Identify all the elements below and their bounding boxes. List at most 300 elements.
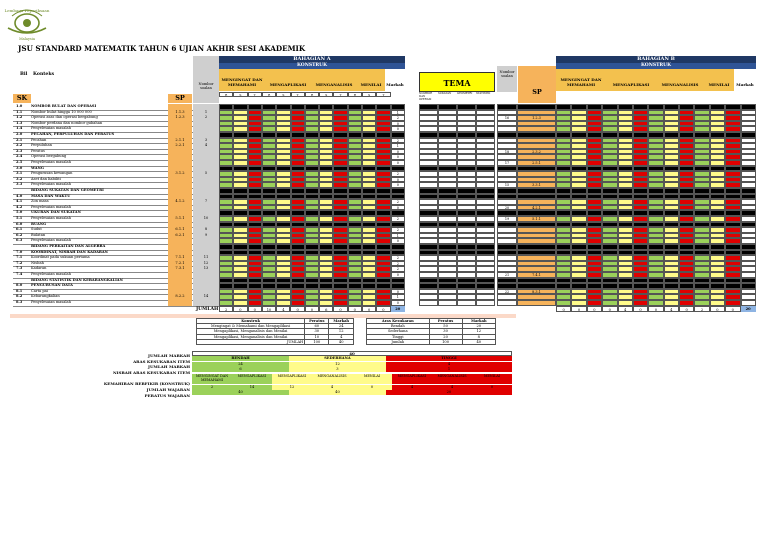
row-bil: 7.4	[16, 272, 23, 276]
bahagian-a-title: BAHAGIAN A	[219, 56, 405, 63]
konstruk-head: Markah	[329, 319, 354, 324]
row-sp: 6.1.1	[168, 227, 192, 233]
wajaran-value: 4	[392, 385, 432, 390]
aras-cell: Sederhana	[367, 329, 430, 334]
row-konteks: Penyelesaian masalah	[31, 126, 72, 131]
level-cell: R	[305, 92, 319, 97]
b-row-sp: 1.2.3	[517, 115, 556, 121]
jumlah-b-cell: 0	[633, 306, 648, 312]
wajaran-value: 0	[472, 385, 512, 390]
row-konteks: WANG	[31, 165, 44, 170]
bahagian-b-title: BAHAGIAN B	[556, 56, 756, 63]
row-konteks: PENGURUSAN DATA	[31, 283, 73, 288]
row-bil: 3.2	[16, 176, 23, 181]
kemahiran-header-row	[192, 374, 512, 384]
page-title: JSU STANDARD MATEMATIK TAHUN 6 UJIAN AKHIR SESI AKADEMIK	[18, 44, 306, 53]
konstruk-cell: 30	[305, 329, 329, 334]
grid-cell: 0	[391, 205, 405, 211]
jumlah-b-cell: 0	[725, 306, 740, 312]
row-konteks: Penyelesaian masalah	[31, 300, 72, 304]
level-rendah: RENDAH	[192, 356, 289, 361]
row-konteks: PECAHAN, PERPULUHAN DAN PERATUS	[31, 132, 115, 136]
aras-cell: 40	[462, 339, 495, 344]
konstruk-cell: Mengingat & Memahami dan Mengaplikasi	[197, 324, 305, 329]
grid-cell: 2	[391, 266, 405, 272]
row-konteks: Perpuluhan	[31, 143, 52, 148]
row-konteks: Koordinat pada sukuan pertama	[31, 255, 90, 260]
row-no: 4	[193, 143, 219, 149]
b-col-mengingat: MENGINGAT DAN MEMAHAMI	[556, 69, 606, 91]
a-col-mengingat: MENGINGAT DAN MEMAHAMI	[219, 69, 265, 91]
logo-top-text: Lembaga Peperiksaan	[4, 8, 50, 13]
row-konteks: Penyelesaian masalah	[31, 182, 72, 187]
row-bil: 2.0	[16, 132, 23, 136]
context-row	[13, 300, 219, 307]
b-row-no: 16	[497, 115, 517, 121]
konstruk-head: Konstruk	[197, 319, 305, 324]
b-grid-cell	[648, 300, 663, 306]
row-konteks: Aset dan liabiliti	[31, 176, 61, 181]
row-konteks: Carta pai	[31, 288, 48, 293]
jumlah-cell: 0	[333, 306, 347, 312]
row-bil: 3.0	[16, 165, 23, 170]
summary-label: PERATUS WAJARAN	[144, 392, 190, 398]
grid-cell: 1	[391, 294, 405, 300]
row-konteks: Nisbah	[31, 260, 44, 265]
grid-cell	[233, 300, 247, 306]
b-row-sp: 8.3.1	[517, 289, 556, 295]
row-konteks: Nombor perdana dan nombor gubahan	[31, 120, 103, 125]
summary-label: ARAS KESUKARAN ITEM	[133, 358, 190, 364]
tema-header: TEMA	[419, 72, 495, 92]
row-bil: 6.0	[16, 221, 23, 226]
a-col-menganalisis: MENGANALISIS	[311, 69, 357, 91]
kemahiran-col: MENILAI	[472, 374, 512, 384]
grid-cell	[262, 300, 276, 306]
summary-label: NISBAH ARAS KESUKARAN ITEM	[112, 369, 190, 375]
peratus-value: 40	[289, 390, 386, 395]
b-row-no: 21	[497, 272, 517, 278]
grid-cell: 2	[391, 199, 405, 205]
nisbah-row	[192, 367, 512, 372]
b-row-sp: 2.3.2	[517, 149, 556, 155]
aras-cell: 8	[462, 334, 495, 339]
jumlah-b-cell: 0	[648, 306, 663, 312]
aras-table	[366, 318, 496, 345]
level-cell: S	[276, 92, 290, 97]
row-sp: 5.1.1	[168, 216, 192, 222]
row-bil: 2.2	[16, 143, 23, 148]
kemahiran-col: MENGANALISIS	[432, 374, 472, 384]
konstruk-cell: 24	[329, 324, 354, 329]
row-bil: 4.1	[16, 199, 23, 204]
b-col-menganalisis: MENGANALISIS	[656, 69, 704, 91]
jumlah-cell: 0	[290, 306, 304, 312]
summary-label: JUMLAH WAJARAN	[146, 386, 190, 392]
row-sp: 7.3.1	[168, 266, 192, 272]
jumlah-b-cell: 4	[664, 306, 679, 312]
aras-value: 4	[386, 362, 512, 367]
aras-cell: Jumlah	[367, 339, 430, 344]
jumlah-b-cell: 0	[679, 306, 694, 312]
aras-head: Peratus	[429, 319, 462, 324]
row-bil: 6.3	[16, 238, 23, 243]
wajaran-value: 2	[192, 385, 232, 390]
a-col-mengaplikasi: MENGAPLIKASI	[265, 69, 311, 91]
nombor-soalan-header: Nombor soalan	[193, 56, 219, 103]
b-row-no: 22	[497, 289, 517, 295]
a-col-markah: Markah	[386, 82, 404, 87]
row-bil: 4.0	[16, 193, 23, 198]
row-bil: 7.0	[16, 249, 23, 254]
level-cell: R	[348, 92, 362, 97]
grid-cell: 0	[391, 238, 405, 244]
kemahiran-col: MENGAPLIKASI	[232, 374, 272, 384]
row-konteks: Pecahan	[31, 137, 47, 142]
tema-cell	[438, 300, 457, 306]
grid-cell	[348, 300, 362, 306]
row-bil: 7.2	[16, 260, 23, 265]
jumlah-b-cell: 0	[602, 306, 617, 312]
kemahiran-col: MENGANALISIS	[312, 374, 352, 384]
row-bil: 5.0	[16, 210, 23, 215]
bahagian-a-konstruk: KONSTRUK	[219, 63, 405, 69]
crest-icon	[4, 2, 50, 42]
row-no: 5	[193, 171, 219, 177]
b-grid-cell	[694, 300, 709, 306]
logo-bottom-text: Malaysia	[19, 37, 35, 41]
row-bil: 4.2	[16, 204, 23, 209]
grid-cell: 0	[391, 149, 405, 155]
b-row-sp: 5.1.1	[517, 216, 556, 222]
konstruk-head: Peratus	[305, 319, 329, 324]
row-sp: 1.1.3	[168, 110, 192, 116]
sp-header: SP	[168, 94, 192, 103]
row-konteks: Penyelesaian masalah	[31, 216, 72, 220]
row-no: 12	[193, 261, 219, 267]
row-no: 11	[193, 255, 219, 261]
row-bil: 8.2	[16, 294, 23, 299]
level-cell: R	[219, 92, 233, 97]
b-nombor-soalan: Nombor soalan	[497, 66, 517, 92]
row-bil: 8.3	[16, 300, 23, 304]
konstruk-cell: 40	[329, 339, 354, 344]
summary-label: KEMAHIRAN BERFIKIR (KONSTRUK)	[103, 381, 190, 387]
level-cell: T	[376, 92, 390, 97]
tema-cell	[419, 300, 438, 306]
row-konteks: Penyelesaian masalah	[31, 272, 72, 276]
level-cell: T	[291, 92, 305, 97]
wajaran-value: 4	[432, 385, 472, 390]
aras-value: 24	[192, 362, 289, 367]
konstruk-table	[196, 318, 354, 345]
row-no	[193, 300, 219, 306]
level-cell: T	[248, 92, 262, 97]
row-bil: 1.1	[16, 109, 23, 114]
grid-cell: 2	[391, 261, 405, 267]
row-no: 10	[193, 216, 219, 222]
tema-subheads	[419, 92, 495, 101]
jumlah-b-cell: 0	[556, 306, 571, 312]
row-bil: 7.1	[16, 255, 23, 260]
row-sp: 8.2.2	[168, 294, 192, 300]
row-sp: 2.2.1	[168, 143, 192, 149]
b-row-no	[497, 300, 517, 306]
row-bil: 1.3	[16, 120, 23, 125]
grid-cell: 0	[391, 160, 405, 166]
row-bil: 7.3	[16, 266, 23, 271]
row-no: 2	[193, 115, 219, 121]
row-konteks: BIDANG PERKAITAN DAN ALGEBRA	[31, 244, 106, 248]
b-grid-cell	[556, 300, 571, 306]
row-konteks: Sudut	[31, 227, 42, 232]
row-no: 13	[193, 266, 219, 272]
b-row-no: 19	[497, 216, 517, 222]
aras-cell: 100	[429, 339, 462, 344]
grid-cell	[291, 300, 305, 306]
kemahiran-col: MENGAPLIKASI	[392, 374, 432, 384]
sk-header: SK	[13, 94, 31, 103]
jumlah-b-cell: 2	[694, 306, 709, 312]
row-no: 8	[193, 227, 219, 233]
aras-value: 12	[289, 362, 386, 367]
row-konteks: Penyelesaian masalah	[31, 238, 72, 243]
row-bil: 5.1	[16, 216, 23, 220]
b-grid-cell	[602, 300, 617, 306]
row-sp: 4.1.2	[168, 199, 192, 205]
konteks-header: Konteks	[33, 72, 55, 77]
row-konteks: BIDANG STATISTIK DAN KEBARANGKALIAN	[31, 277, 123, 282]
kemahiran-col: MENILAI	[352, 374, 392, 384]
summary-total: 40	[192, 351, 512, 356]
aras-cell: 20	[462, 324, 495, 329]
grid-cell: 0	[391, 272, 405, 278]
jumlah-total: 20	[391, 306, 405, 312]
row-bil: 3.3	[16, 182, 23, 187]
row-bil: 2.5	[16, 160, 23, 164]
row-konteks: NOMBOR BULAT DAN OPERASI	[31, 104, 97, 108]
grid-cell	[333, 300, 347, 306]
wajaran-value: 0	[352, 385, 392, 390]
wajaran-value: 12	[272, 385, 312, 390]
jumlah-b-cell: 0	[587, 306, 602, 312]
grid-cell: 0	[391, 121, 405, 127]
row-konteks: Kebarangkalian	[31, 294, 60, 299]
row-no: 3	[193, 138, 219, 144]
kemahiran-col: MENGAPLIKASI	[272, 374, 312, 384]
row-bil: 8.1	[16, 288, 23, 293]
row-bil: 2.4	[16, 154, 23, 159]
level-cell: R	[262, 92, 276, 97]
row-bil: 2.1	[16, 137, 23, 142]
b-row-no: 18	[497, 149, 517, 155]
jumlah-cell: 0	[248, 306, 262, 312]
aras-head: Markah	[462, 319, 495, 324]
row-konteks: Zon masa	[31, 199, 49, 204]
row-no: 7	[193, 199, 219, 205]
row-no: 14	[193, 294, 219, 300]
grid-cell: 2	[391, 227, 405, 233]
row-konteks: Nombor bulat hingga 10 000 000	[31, 109, 92, 114]
jumlah-cell: 0	[305, 306, 319, 312]
konstruk-cell: Mengaplikasi, Menganalisis dan Menilai	[197, 329, 305, 334]
row-bil: 6.1	[16, 227, 23, 232]
bahagian-b-konstruk: KONSTRUK	[556, 63, 756, 69]
jumlah-b-total: 20	[741, 306, 756, 312]
b-row-no: 20	[497, 205, 517, 211]
konstruk-cell: 100	[305, 339, 329, 344]
level-cell: T	[333, 92, 347, 97]
aras-cell: 20	[429, 334, 462, 339]
row-konteks: BIDANG SUKATAN DAN GEOMETRI	[31, 188, 104, 192]
b-row-no: 15	[497, 182, 517, 188]
row-sp: 7.1.1	[168, 255, 192, 261]
grid-cell: 0	[391, 154, 405, 160]
summary-labels	[10, 350, 190, 398]
konstruk-cell: Mengaplikasi, Menganalisis dan Menilai	[197, 334, 305, 339]
b-row-sp: 7.4.1	[517, 272, 556, 278]
jumlah-cell: 0	[233, 306, 247, 312]
nisbah-value: 6	[192, 367, 289, 372]
tema-cell	[457, 300, 476, 306]
jumlah-cell: 0	[376, 306, 390, 312]
jumlah-cell: 6	[319, 306, 333, 312]
nisbah-value: 3	[289, 367, 386, 372]
b-grid-cell	[633, 300, 648, 306]
konstruk-cell: 12	[329, 329, 354, 334]
b-grid-cell	[571, 300, 586, 306]
row-konteks: UKURAN DAN SUKATAN	[31, 210, 81, 215]
wajaran-value: 14	[232, 385, 272, 390]
aras-head: Aras Kesukaran	[367, 319, 430, 324]
row-no: 1	[193, 110, 219, 116]
jumlah-cell: 2	[219, 306, 233, 312]
grid-cell: 1	[391, 110, 405, 116]
row-bil: 1.2	[16, 115, 23, 120]
grid-cell: 0	[391, 182, 405, 188]
grid-cell	[248, 300, 262, 306]
grid-cell: 1	[391, 233, 405, 239]
b-row-sp: 3.3.1	[517, 182, 556, 188]
b-col-mengaplikasi: MENGAPLIKASI	[606, 69, 656, 91]
row-konteks: Penyelesaian masalah	[31, 204, 72, 209]
peratus-value: 20	[386, 390, 512, 395]
row-konteks: KOORDINAT, NISBAH DAN KADARAN	[31, 249, 108, 254]
b-grid-cell	[664, 300, 679, 306]
tema-subhead: GEOMETRI	[457, 92, 473, 95]
level-cell: S	[319, 92, 333, 97]
level-cell: S	[233, 92, 247, 97]
jumlah-row-b	[556, 306, 756, 312]
aras-cell: 12	[462, 329, 495, 334]
b-grid-cell	[618, 300, 633, 306]
jumlah-b-cell: 0	[571, 306, 586, 312]
row-sp: 6.2.1	[168, 233, 192, 239]
b-grid-cell	[587, 300, 602, 306]
grid-cell	[305, 300, 319, 306]
b-row-sp: 4.2.1	[517, 205, 556, 211]
b-grid-cell	[679, 300, 694, 306]
peratus-row	[192, 390, 512, 395]
tema-subhead: STATISTIK	[476, 92, 491, 95]
grid-cell: 2	[391, 171, 405, 177]
row-konteks: Pengurusan kewangan	[31, 171, 73, 176]
grid-cell	[319, 300, 333, 306]
row-bil: 6.2	[16, 232, 23, 237]
aras-cell: Tinggi	[367, 334, 430, 339]
grid-cell	[362, 300, 376, 306]
aras-cell: 50	[429, 324, 462, 329]
grid-cell: 2	[391, 138, 405, 144]
grid-cell: 1	[391, 143, 405, 149]
grid-cell: 2	[391, 216, 405, 222]
aras-levels-row	[192, 356, 512, 361]
row-konteks: Peratus	[31, 148, 45, 153]
row-no: 9	[193, 233, 219, 239]
grid-cell	[376, 300, 390, 306]
konstruk-cell: JUMLAH	[197, 339, 305, 344]
level-cell: S	[362, 92, 376, 97]
jumlah-b-cell: 0	[710, 306, 725, 312]
b-row-sp: 2.5.1	[517, 160, 556, 166]
row-sp: 7.2.1	[168, 261, 192, 267]
jumlah-cell: 10	[262, 306, 276, 312]
aras-cell: 30	[429, 329, 462, 334]
tema-subhead: NOMBOR DAN OPERASI	[419, 92, 433, 101]
grid-cell: 0	[391, 300, 405, 306]
b-col-menilai: MENILAI	[704, 69, 734, 91]
grid-cell: 2	[391, 255, 405, 261]
jumlah-cell: 4	[276, 306, 290, 312]
b-row-sp	[517, 300, 556, 306]
summary-label: JUMLAH MARKAH	[148, 364, 190, 370]
row-bil: 8.0	[16, 283, 23, 288]
b-grid-cell	[741, 300, 756, 306]
row-sp	[168, 300, 192, 306]
konstruk-cell: 60	[305, 324, 329, 329]
jumlah-b-cell: 4	[618, 306, 633, 312]
konstruk-cell: 10	[305, 334, 329, 339]
row-bil: 2.3	[16, 148, 23, 153]
row-sp: 2.1.1	[168, 138, 192, 144]
jumlah-cell: 0	[348, 306, 362, 312]
row-konteks: RUANG	[31, 221, 47, 226]
row-bil: 1.4	[16, 126, 23, 131]
kemahiran-col: MENGINGAT DAN MEMAHAMI	[192, 374, 232, 384]
row-konteks: Kadaran	[31, 266, 47, 271]
grid-cell	[219, 300, 233, 306]
bil-header: Bil	[20, 72, 28, 77]
konstruk-cell: 4	[329, 334, 354, 339]
a-col-menilai: MENILAI	[357, 69, 385, 91]
jumlah-cell: 0	[362, 306, 376, 312]
row-konteks: MASA DAN WAKTU	[31, 193, 71, 198]
grid-cell	[276, 300, 290, 306]
b-grid-cell	[725, 300, 740, 306]
wajaran-value: 4	[312, 385, 352, 390]
grid-cell: 2	[391, 115, 405, 121]
b-sp-header: SP	[518, 66, 556, 103]
jumlah-label: JUMLAH	[196, 307, 219, 312]
grid-cell: 0	[391, 289, 405, 295]
jumlah-row-a	[219, 306, 405, 312]
row-konteks: Operasi bergabung	[31, 154, 67, 159]
grid-cell: 0	[391, 177, 405, 183]
row-konteks: Penyelesaian masalah	[31, 160, 72, 164]
nisbah-value: 1	[386, 367, 512, 372]
row-bil: 3.1	[16, 171, 23, 176]
row-bil: 1.0	[16, 104, 23, 108]
